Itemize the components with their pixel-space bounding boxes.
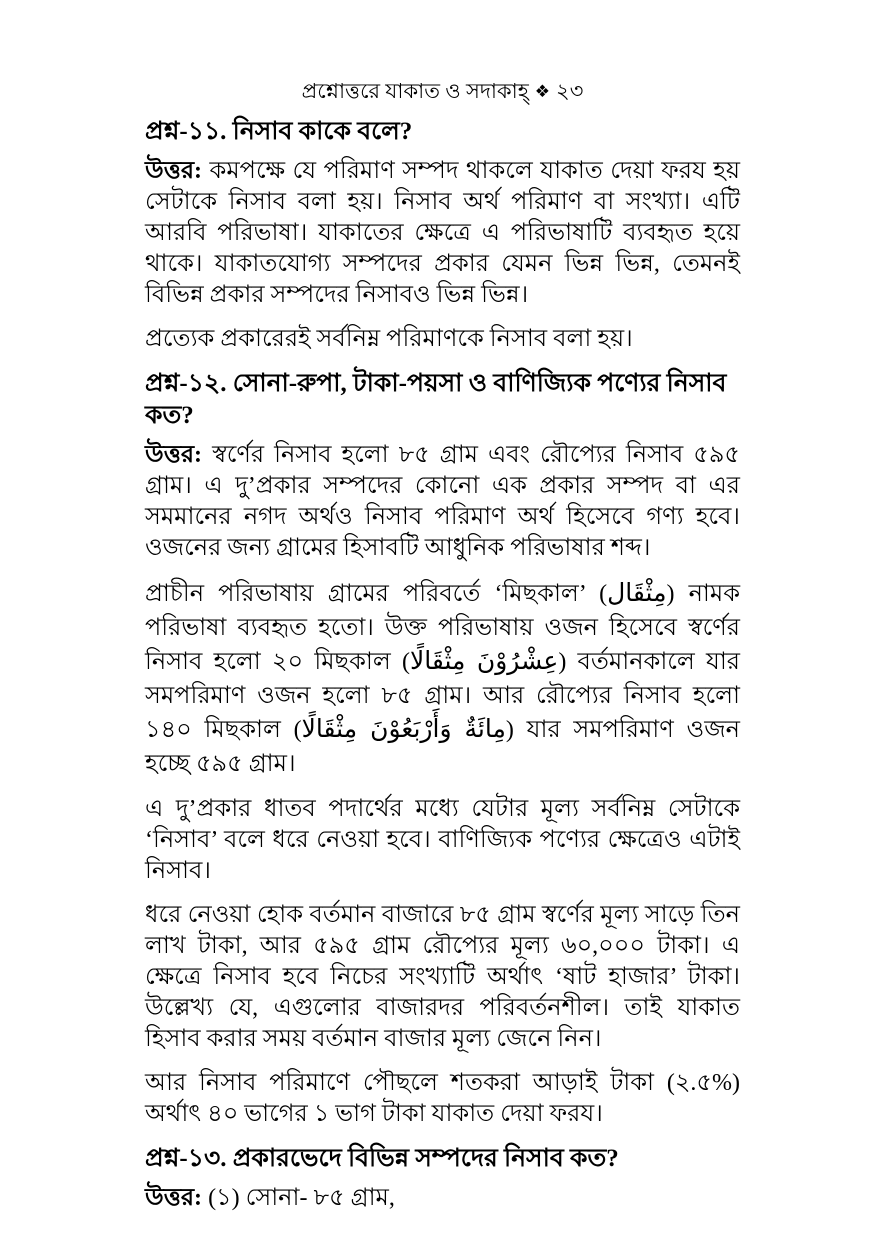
answer-12-text-2c: ) বর্তমানকালে যার সমপরিমাণ ওজন হলো ৮৫ গ্রাম। আর রৌপ্যের নিসাব হলো ১৪০ মিছকাল ( xyxy=(145,649,741,743)
answer-12-text-2b: ) নামক পরিভাষা ব্যবহৃত হতো। উক্ত পরিভাষায় ওজন হিসেবে স্বর্ণের নিসাব হলো ২০ মিছকাল ( xyxy=(145,581,740,675)
question-11-heading: প্রশ্ন-১১. নিসাব কাকে বলে? xyxy=(145,118,413,145)
answer-12-text-2d: ) যার সমপরিমাণ ওজন হচ্ছে ৫৯৫ গ্রাম। xyxy=(145,717,740,777)
answer-label: উত্তর: xyxy=(145,1185,203,1211)
arabic-phrase-twenty-mithqal: عِشْرُوْنَ مِثْقَالًا xyxy=(409,648,559,675)
answer-13-paragraph xyxy=(145,1183,740,1214)
answer-12-text-1: স্বর্ণের নিসাব হলো ৮৫ গ্রাম এবং রৌপ্যের নিসাব ৫৯৫ গ্রাম। এ দু’প্রকার সম্পদের কোনো এক প্রকার সম্পদ বা এর সমমানের নগদ অর্থও নিসাব পরিমাণ অর্থ হিসেবে গণ্য হবে। ওজনের জন্য গ্রামের হিসাবটি আধুনিক পরিভাষার শব্দ। xyxy=(145,442,741,561)
arabic-phrase-mithqal: مِثْقَال xyxy=(607,580,667,607)
arabic-phrase-140-mithqal: مِائَةٌ وَأَرْبَعُوْنَ مِثْقَالًا xyxy=(301,716,506,743)
answer-label: উত্তর: xyxy=(145,158,203,184)
answer-label: উত্তর: xyxy=(145,442,203,468)
answer-11-note: প্রত্যেক প্রকারেরই সর্বনিম্ন পরিমাণকে নিসাব বলা হয়। xyxy=(145,326,633,352)
header-title: প্রশ্নোত্তরে যাকাত ও সদাকাহ্ xyxy=(301,79,529,103)
page-number: ২৩ xyxy=(556,79,584,103)
answer-12-paragraph-4: ধরে নেওয়া হোক বর্তমান বাজারে ৮৫ গ্রাম স্বর্ণের মূল্য সাড়ে তিন লাখ টাকা, আর ৫৯৫ গ্রাম রৌপ্যের মূল্য ৬০,০০০ টাকা। এ ক্ষেত্রে নিসাব হবে নিচের সংখ্যাটি অর্থাৎ ‘ষাট হাজার’ টাকা। উল্লেখ্য যে, এগুলোর বাজারদর পরিবর্তনশীল। তাই যাকাত হিসাব করার সময় বর্তমান বাজার মূল্য জেনে নিন। xyxy=(145,902,740,1052)
answer-12-paragraph-1 xyxy=(145,440,740,564)
answer-12-paragraph-2 xyxy=(145,577,740,781)
answer-11-paragraph xyxy=(145,156,740,311)
diamond-separator-icon: ❖ xyxy=(534,82,551,101)
answer-12-paragraph-5: আর নিসাব পরিমাণে পৌছলে শতকরা আড়াই টাকা (২.৫%) অর্থাৎ ৪০ ভাগের ১ ভাগ টাকা যাকাত দেয়া ফরয। xyxy=(145,1070,740,1127)
answer-12-paragraph-3: এ দু’প্রকার ধাতব পদার্থের মধ্যে যেটার মূল্য সর্বনিম্ন সেটাকে ‘নিসাব’ বলে ধরে নেওয়া হবে। বাণিজ্যিক পণ্যের ক্ষেত্রেও এটাই নিসাব। xyxy=(145,796,740,884)
answer-11-text: কমপক্ষে যে পরিমাণ সম্পদ থাকলে যাকাত দেয়া ফরয হয় সেটাকে নিসাব বলা হয়। নিসাব অর্থ পরিমাণ বা সংখ্যা। এটি আরবি পরিভাষা। যাকাতের ক্ষেত্রে এ পরিভাষাটি ব্যবহৃত হয়ে থাকে। যাকাতযোগ্য সম্পদের প্রকার যেমন ভিন্ন ভিন্ন, তেমনই বিভিন্ন প্রকার সম্পদের নিসাবও ভিন্ন ভিন্ন। xyxy=(145,158,741,308)
answer-12-text-2a: প্রাচীন পরিভাষায় গ্রামের পরিবর্তে ‘মিছকাল’ ( xyxy=(145,581,608,607)
question-13-heading: প্রশ্ন-১৩. প্রকারভেদে বিভিন্ন সম্পদের নিসাব কত? xyxy=(145,1145,619,1172)
answer-13-text: (১) সোনা- ৮৫ গ্রাম, xyxy=(208,1185,395,1211)
running-header xyxy=(145,78,740,105)
question-12-heading: প্রশ্ন-১২. সোনা-রুপা, টাকা-পয়সা ও বাণিজ্যিক পণ্যের নিসাব কত? xyxy=(145,370,727,429)
